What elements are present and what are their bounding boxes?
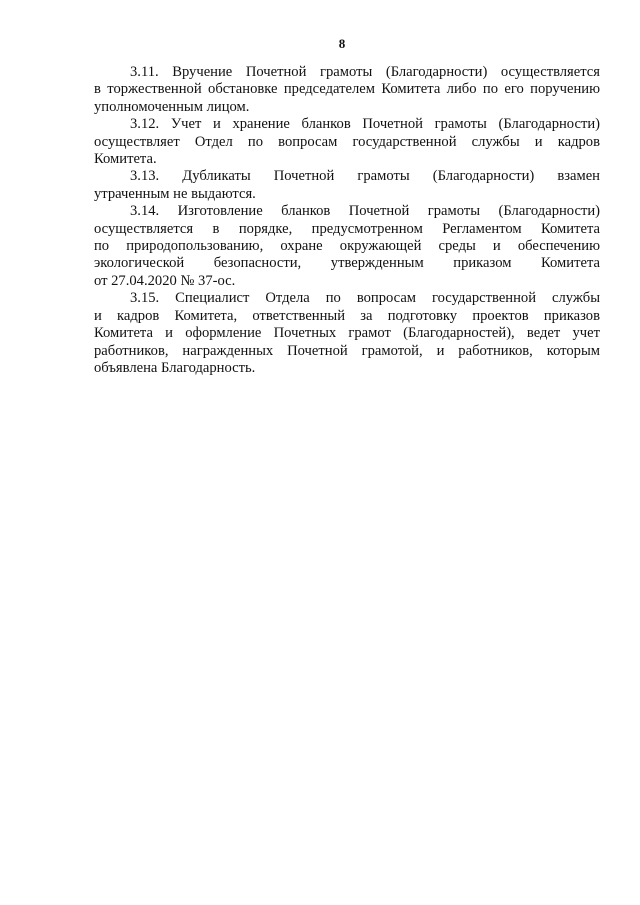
paragraph-line: Комитета и оформление Почетных грамот (Благодарностей), ведет учет [94, 325, 600, 342]
page-number: 8 [338, 36, 346, 51]
paragraph-line: объявлена Благодарность. [94, 359, 256, 376]
paragraph-line: 3.14. Изготовление бланков Почетной грамоты (Благодарности) [130, 203, 600, 220]
paragraph-line: 3.13. Дубликаты Почетной грамоты (Благодарности) взамен [130, 168, 600, 185]
paragraph [94, 290, 600, 377]
paragraph-line: осуществляет Отдел по вопросам государственной службы и кадров [94, 133, 600, 150]
document-body [94, 64, 600, 377]
paragraph-line: утраченным не выдаются. [94, 185, 256, 202]
paragraph-line: по природопользованию, охране окружающей среды и обеспечению [94, 238, 600, 255]
paragraph-line: от 27.04.2020 № 37-ос. [94, 272, 236, 289]
paragraph-line: уполномоченным лицом. [94, 98, 250, 115]
paragraph-line: 3.11. Вручение Почетной грамоты (Благодарности) осуществляется [130, 64, 600, 80]
paragraph-line: Комитета. [94, 151, 157, 168]
paragraph-line: и кадров Комитета, ответственный за подготовку проектов приказов [94, 307, 600, 324]
paragraph [94, 116, 600, 168]
paragraph-line: осуществляется в порядке, предусмотренном Регламентом Комитета [94, 220, 600, 237]
paragraph [94, 203, 600, 290]
paragraph-line: 3.12. Учет и хранение бланков Почетной грамоты (Благодарности) [130, 116, 600, 133]
paragraph-line: 3.15. Специалист Отдела по вопросам государственной службы [130, 290, 600, 307]
paragraph-line: экологической безопасности, утвержденным приказом Комитета [94, 255, 600, 272]
paragraph-line: в торжественной обстановке председателем Комитета либо по его поручению [94, 81, 600, 98]
paragraph [94, 168, 600, 203]
paragraph-line: работников, награжденных Почетной грамотой, и работников, которым [94, 342, 600, 359]
paragraph [94, 64, 600, 116]
